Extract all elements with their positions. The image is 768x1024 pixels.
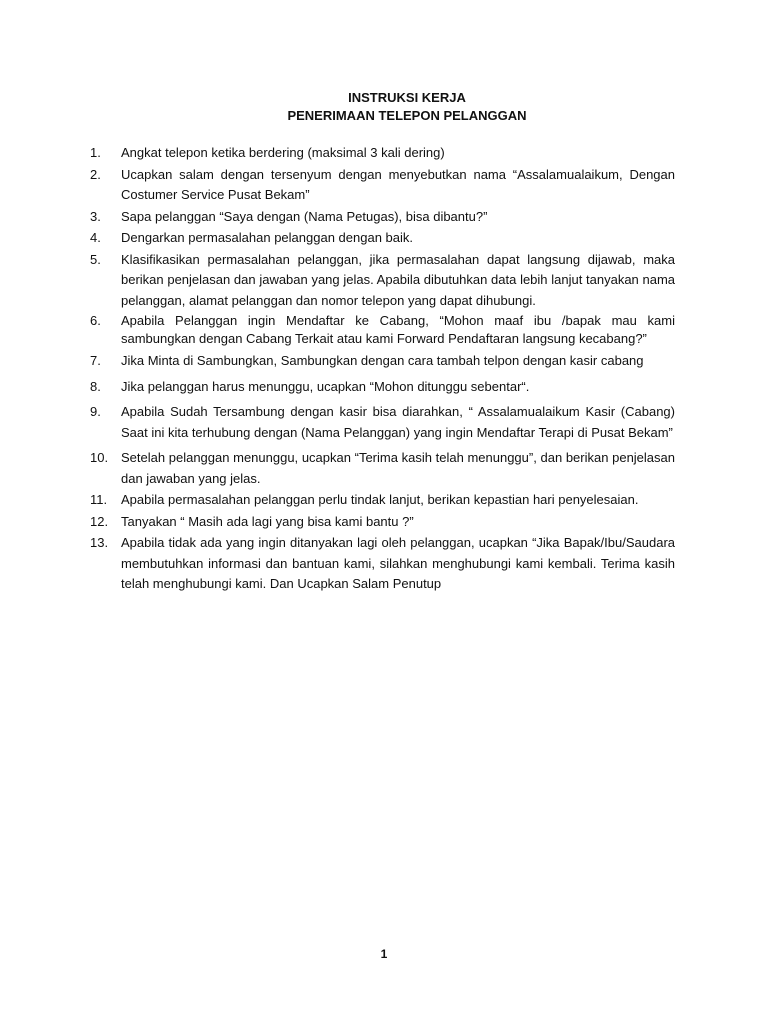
page-number: 1 <box>380 947 388 961</box>
item-number: 5. <box>90 251 101 267</box>
item-text: Setelah pelanggan menunggu, ucapkan “Terima kasih telah menunggu”, dan berikan penjelasan dan jawaban yang jelas. <box>121 450 675 486</box>
list-item <box>90 448 675 489</box>
item-number: 13. <box>90 535 109 550</box>
list-item <box>90 207 675 228</box>
item-number: 11. <box>90 492 108 507</box>
instruction-list <box>90 143 675 596</box>
item-text: Jika pelanggan harus menunggu, ucapkan “Mohon ditunggu sebentar“. <box>121 378 530 394</box>
list-item <box>90 250 675 312</box>
list-item <box>90 512 675 533</box>
title-line-1: INSTRUKSI KERJA <box>348 90 466 105</box>
item-number: 9. <box>90 404 101 419</box>
item-number: 8. <box>90 378 101 394</box>
item-number: 7. <box>90 353 101 368</box>
item-text: Klasifikasikan permasalahan pelanggan, jika permasalahan dapat langsung dijawab, maka berikan penjelasan dan jawaban yang jelas. Apabila dibutuhkan data lebih lanjut tanyakan nama pelanggan, alamat pelanggan dan nomor telepon yang dapat dihubungi. <box>121 251 675 308</box>
item-text: Angkat telepon ketika berdering (maksimal 3 kali dering) <box>121 145 445 160</box>
item-text: Sapa pelanggan “Saya dengan (Nama Petugas), bisa dibantu?” <box>121 208 488 224</box>
item-text: Apabila permasalahan pelanggan perlu tindak lanjut, berikan kepastian hari penyelesaian. <box>121 492 639 507</box>
list-item <box>90 533 675 595</box>
item-text: Apabila Sudah Tersambung dengan kasir bisa diarahkan, “ Assalamualaikum Kasir (Cabang) Saat ini kita terhubung dengan (Nama Pelanggan) yang ingin Mendaftar Terapi di Pusat Bekam” <box>121 404 675 440</box>
item-number: 2. <box>90 166 101 182</box>
item-number: 10. <box>90 450 109 465</box>
item-text: Tanyakan “ Masih ada lagi yang bisa kami bantu ?” <box>121 513 414 529</box>
list-item <box>90 165 675 206</box>
list-item <box>90 228 675 249</box>
item-text: Apabila tidak ada yang ingin ditanyakan lagi oleh pelanggan, ucapkan “Jika Bapak/Ibu/Saudara membutuhkan informasi dan bantuan kami, silahkan menghubungi kami kembali. Terima kasih telah menghubungi kami. Dan Ucapkan Salam Penutup <box>121 535 675 591</box>
title-line-2: PENERIMAAN TELEPON PELANGGAN <box>287 108 527 123</box>
list-item <box>90 143 675 164</box>
item-number: 3. <box>90 208 101 224</box>
list-item <box>90 351 675 372</box>
item-text: Apabila Pelanggan ingin Mendaftar ke Cabang, “Mohon maaf ibu /bapak mau kami sambungkan dengan Cabang Terkait atau kami Forward Pendaftaran langsung kecabang?” <box>121 313 675 346</box>
list-item <box>90 377 675 398</box>
item-number: 4. <box>90 230 101 245</box>
item-text: Dengarkan permasalahan pelanggan dengan baik. <box>121 230 413 245</box>
list-item <box>90 402 675 443</box>
list-item <box>90 312 675 348</box>
item-text: Jika Minta di Sambungkan, Sambungkan dengan cara tambah telpon dengan kasir cabang <box>121 353 644 368</box>
document-title <box>0 89 768 125</box>
item-number: 1. <box>90 145 101 160</box>
item-number: 12. <box>90 513 109 529</box>
item-text: Ucapkan salam dengan tersenyum dengan menyebutkan nama “Assalamualaikum, Dengan Costumer Service Pusat Bekam” <box>121 166 675 202</box>
list-item <box>90 490 675 511</box>
item-number: 6. <box>90 313 101 328</box>
